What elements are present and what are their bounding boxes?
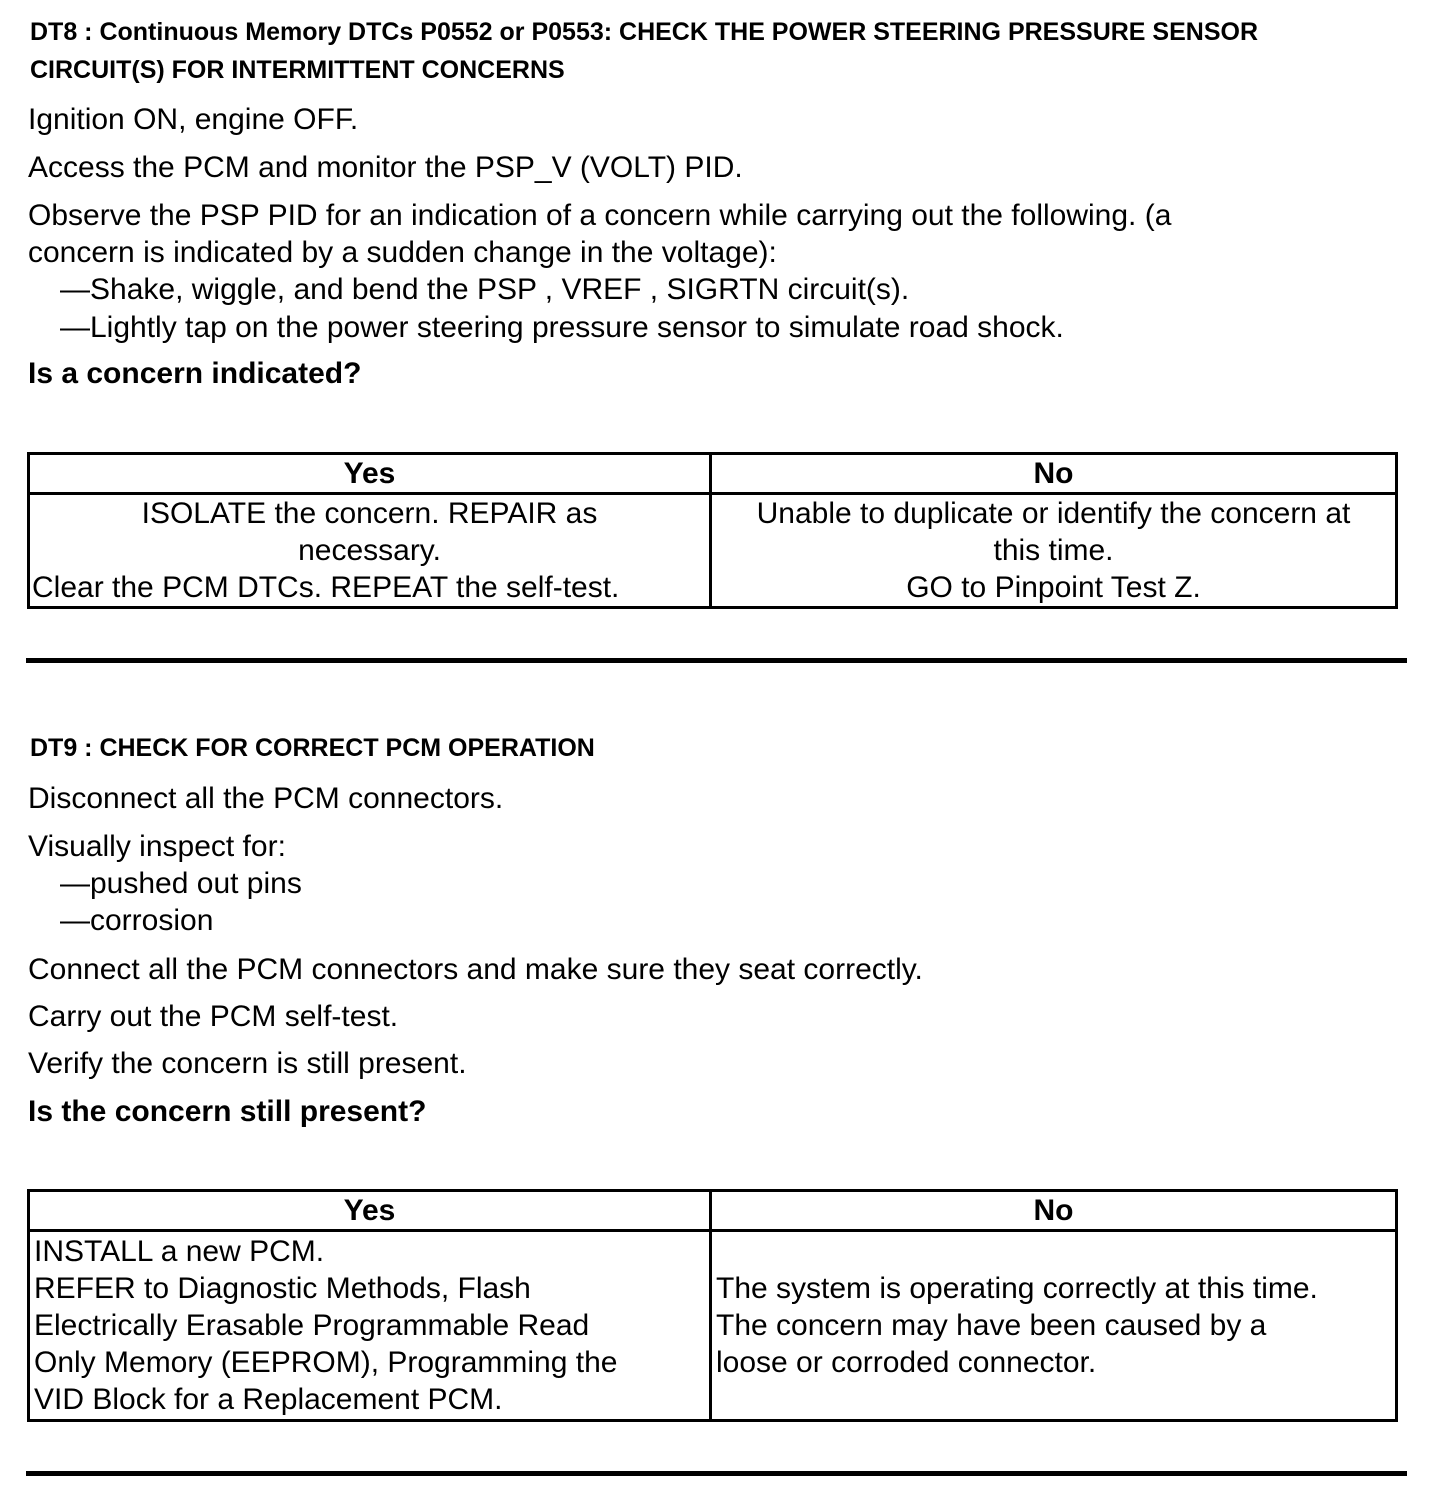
dt8-yes-cell	[29, 494, 711, 608]
dt8-yes-line: ISOLATE the concern. REPAIR as	[141, 497, 598, 530]
dt8-step-observe-line2: concern is indicated by a sudden change in the voltage):	[28, 236, 777, 269]
dt9-step-inspect: Visually inspect for:	[28, 830, 286, 863]
dt9-step-verify: Verify the concern is still present.	[28, 1047, 467, 1080]
dt8-no-line: GO to Pinpoint Test Z.	[906, 571, 1201, 604]
dt8-no-header: No	[711, 454, 1397, 494]
dt8-yes-line: Clear the PCM DTCs. REPEAT the self-test.	[32, 571, 620, 604]
dt8-yes-no-table	[27, 452, 1398, 609]
dt9-yes-cell	[29, 1231, 711, 1421]
dt8-title-line2: CIRCUIT(S) FOR INTERMITTENT CONCERNS	[30, 56, 565, 84]
dt9-step-self-test: Carry out the PCM self-test.	[28, 1000, 399, 1033]
dt9-question: Is the concern still present?	[28, 1095, 427, 1128]
dt8-step-observe-line1: Observe the PSP PID for an indication of a concern while carrying out the following. (a	[28, 199, 1172, 232]
dt9-substep-corrosion: —corrosion	[60, 904, 214, 937]
dt9-yes-line: VID Block for a Replacement PCM.	[34, 1383, 503, 1416]
section-divider	[26, 1471, 1407, 1476]
dt9-yes-line: Electrically Erasable Programmable Read	[34, 1309, 590, 1342]
dt9-yes-line: REFER to Diagnostic Methods, Flash	[34, 1272, 531, 1305]
section-divider	[26, 658, 1407, 663]
dt9-step-disconnect: Disconnect all the PCM connectors.	[28, 782, 504, 815]
dt9-substep-pins: —pushed out pins	[60, 867, 302, 900]
dt9-step-connect: Connect all the PCM connectors and make sure they seat correctly.	[28, 953, 923, 986]
dt9-no-header: No	[711, 1191, 1397, 1231]
dt8-no-cell	[711, 494, 1397, 608]
dt8-yes-header: Yes	[29, 454, 711, 494]
dt8-step-ignition: Ignition ON, engine OFF.	[28, 103, 359, 136]
dt9-yes-line: Only Memory (EEPROM), Programming the	[34, 1346, 618, 1379]
dt9-step-title: DT9 : CHECK FOR CORRECT PCM OPERATION	[30, 734, 595, 762]
dt9-yes-line: INSTALL a new PCM.	[34, 1235, 325, 1268]
dt8-yes-line: necessary.	[298, 534, 441, 567]
dt9-no-line: The concern may have been caused by a	[716, 1309, 1267, 1342]
dt9-no-line: loose or corroded connector.	[716, 1346, 1097, 1379]
dt9-yes-header: Yes	[29, 1191, 711, 1231]
dt8-no-line: Unable to duplicate or identify the concern at	[756, 497, 1351, 530]
dt8-title-line1: DT8 : Continuous Memory DTCs P0552 or P0553: CHECK THE POWER STEERING PRESSURE SENSOR	[30, 18, 1259, 46]
dt8-no-line: this time.	[993, 534, 1114, 567]
dt8-step-access-pcm: Access the PCM and monitor the PSP_V (VOLT) PID.	[28, 151, 743, 184]
dt8-substep-tap: —Lightly tap on the power steering pressure sensor to simulate road shock.	[60, 311, 1064, 344]
dt9-yes-no-table	[27, 1189, 1398, 1422]
dt9-no-line: The system is operating correctly at this time.	[716, 1272, 1318, 1305]
dt8-substep-shake: —Shake, wiggle, and bend the PSP , VREF , SIGRTN circuit(s).	[60, 273, 910, 306]
dt9-no-cell	[711, 1231, 1397, 1421]
dt8-question: Is a concern indicated?	[28, 357, 362, 390]
